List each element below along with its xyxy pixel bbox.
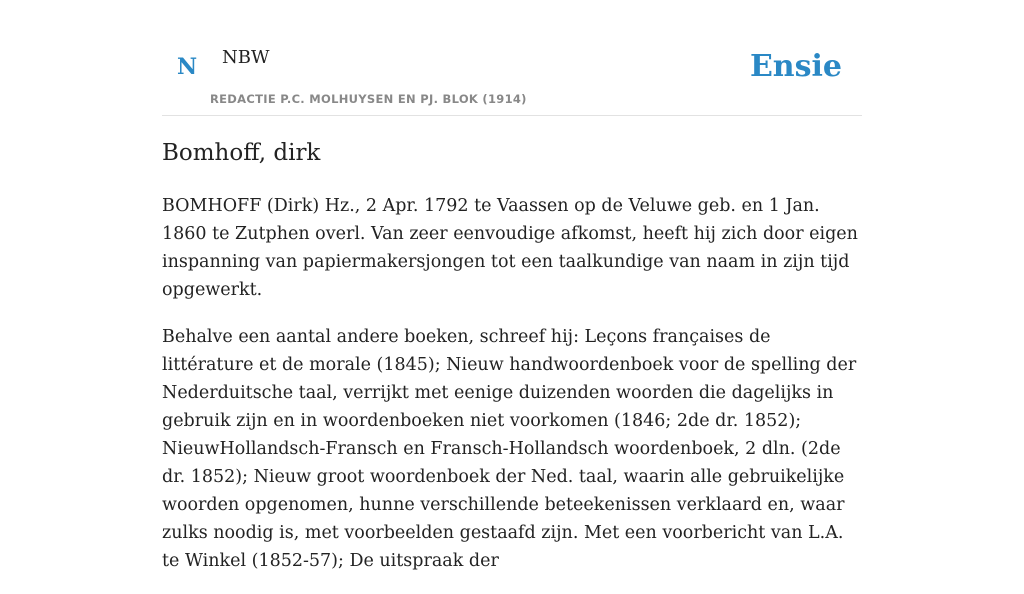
article-paragraph: BOMHOFF (Dirk) Hz., 2 Apr. 1792 te Vaassen op de Veluwe geb. en 1 Jan. 1860 te Zutphen overl. Van zeer eenvoudige afkomst, heeft hij zich door eigen inspanning van papiermakersjongen tot een taalkundige van naam in zijn tijd opgewerkt.	[162, 196, 858, 300]
article-body	[162, 192, 862, 594]
source-logo[interactable]: N	[177, 54, 198, 80]
article-paragraph: Behalve een aantal andere boeken, schreef hij: Leçons françaises de littérature et de morale (1845); Nieuw handwoordenboek voor de spelling der Nederduitsche taal, verrijkt met eenige duizenden woorden die dagelijks in gebruik zijn en in woordenboeken niet voorkomen (1846; 2de dr. 1852); NieuwHollandsch-Fransch en Fransch-Hollandsch woordenboek, 2 dln. (2de dr. 1852); Nieuw groot woordenboek der Ned. taal, waarin alle gebruikelijke woorden opgenomen, hunne verschillende beteekenissen verklaard en, waar zulks noodig is, met voorbeelden gestaafd zijn. Met een voorbericht van L.A. te Winkel (1852-57); De uitspraak der	[162, 327, 857, 571]
article-title: Bomhoff, dirk	[162, 140, 321, 166]
source-editors: REDACTIE P.C. MOLHUYSEN EN PJ. BLOK (1914)	[210, 92, 527, 106]
source-name[interactable]: NBW	[222, 47, 270, 68]
content-container	[162, 0, 862, 571]
source-header	[162, 0, 862, 116]
brand-logo[interactable]: Ensie	[749, 49, 842, 84]
